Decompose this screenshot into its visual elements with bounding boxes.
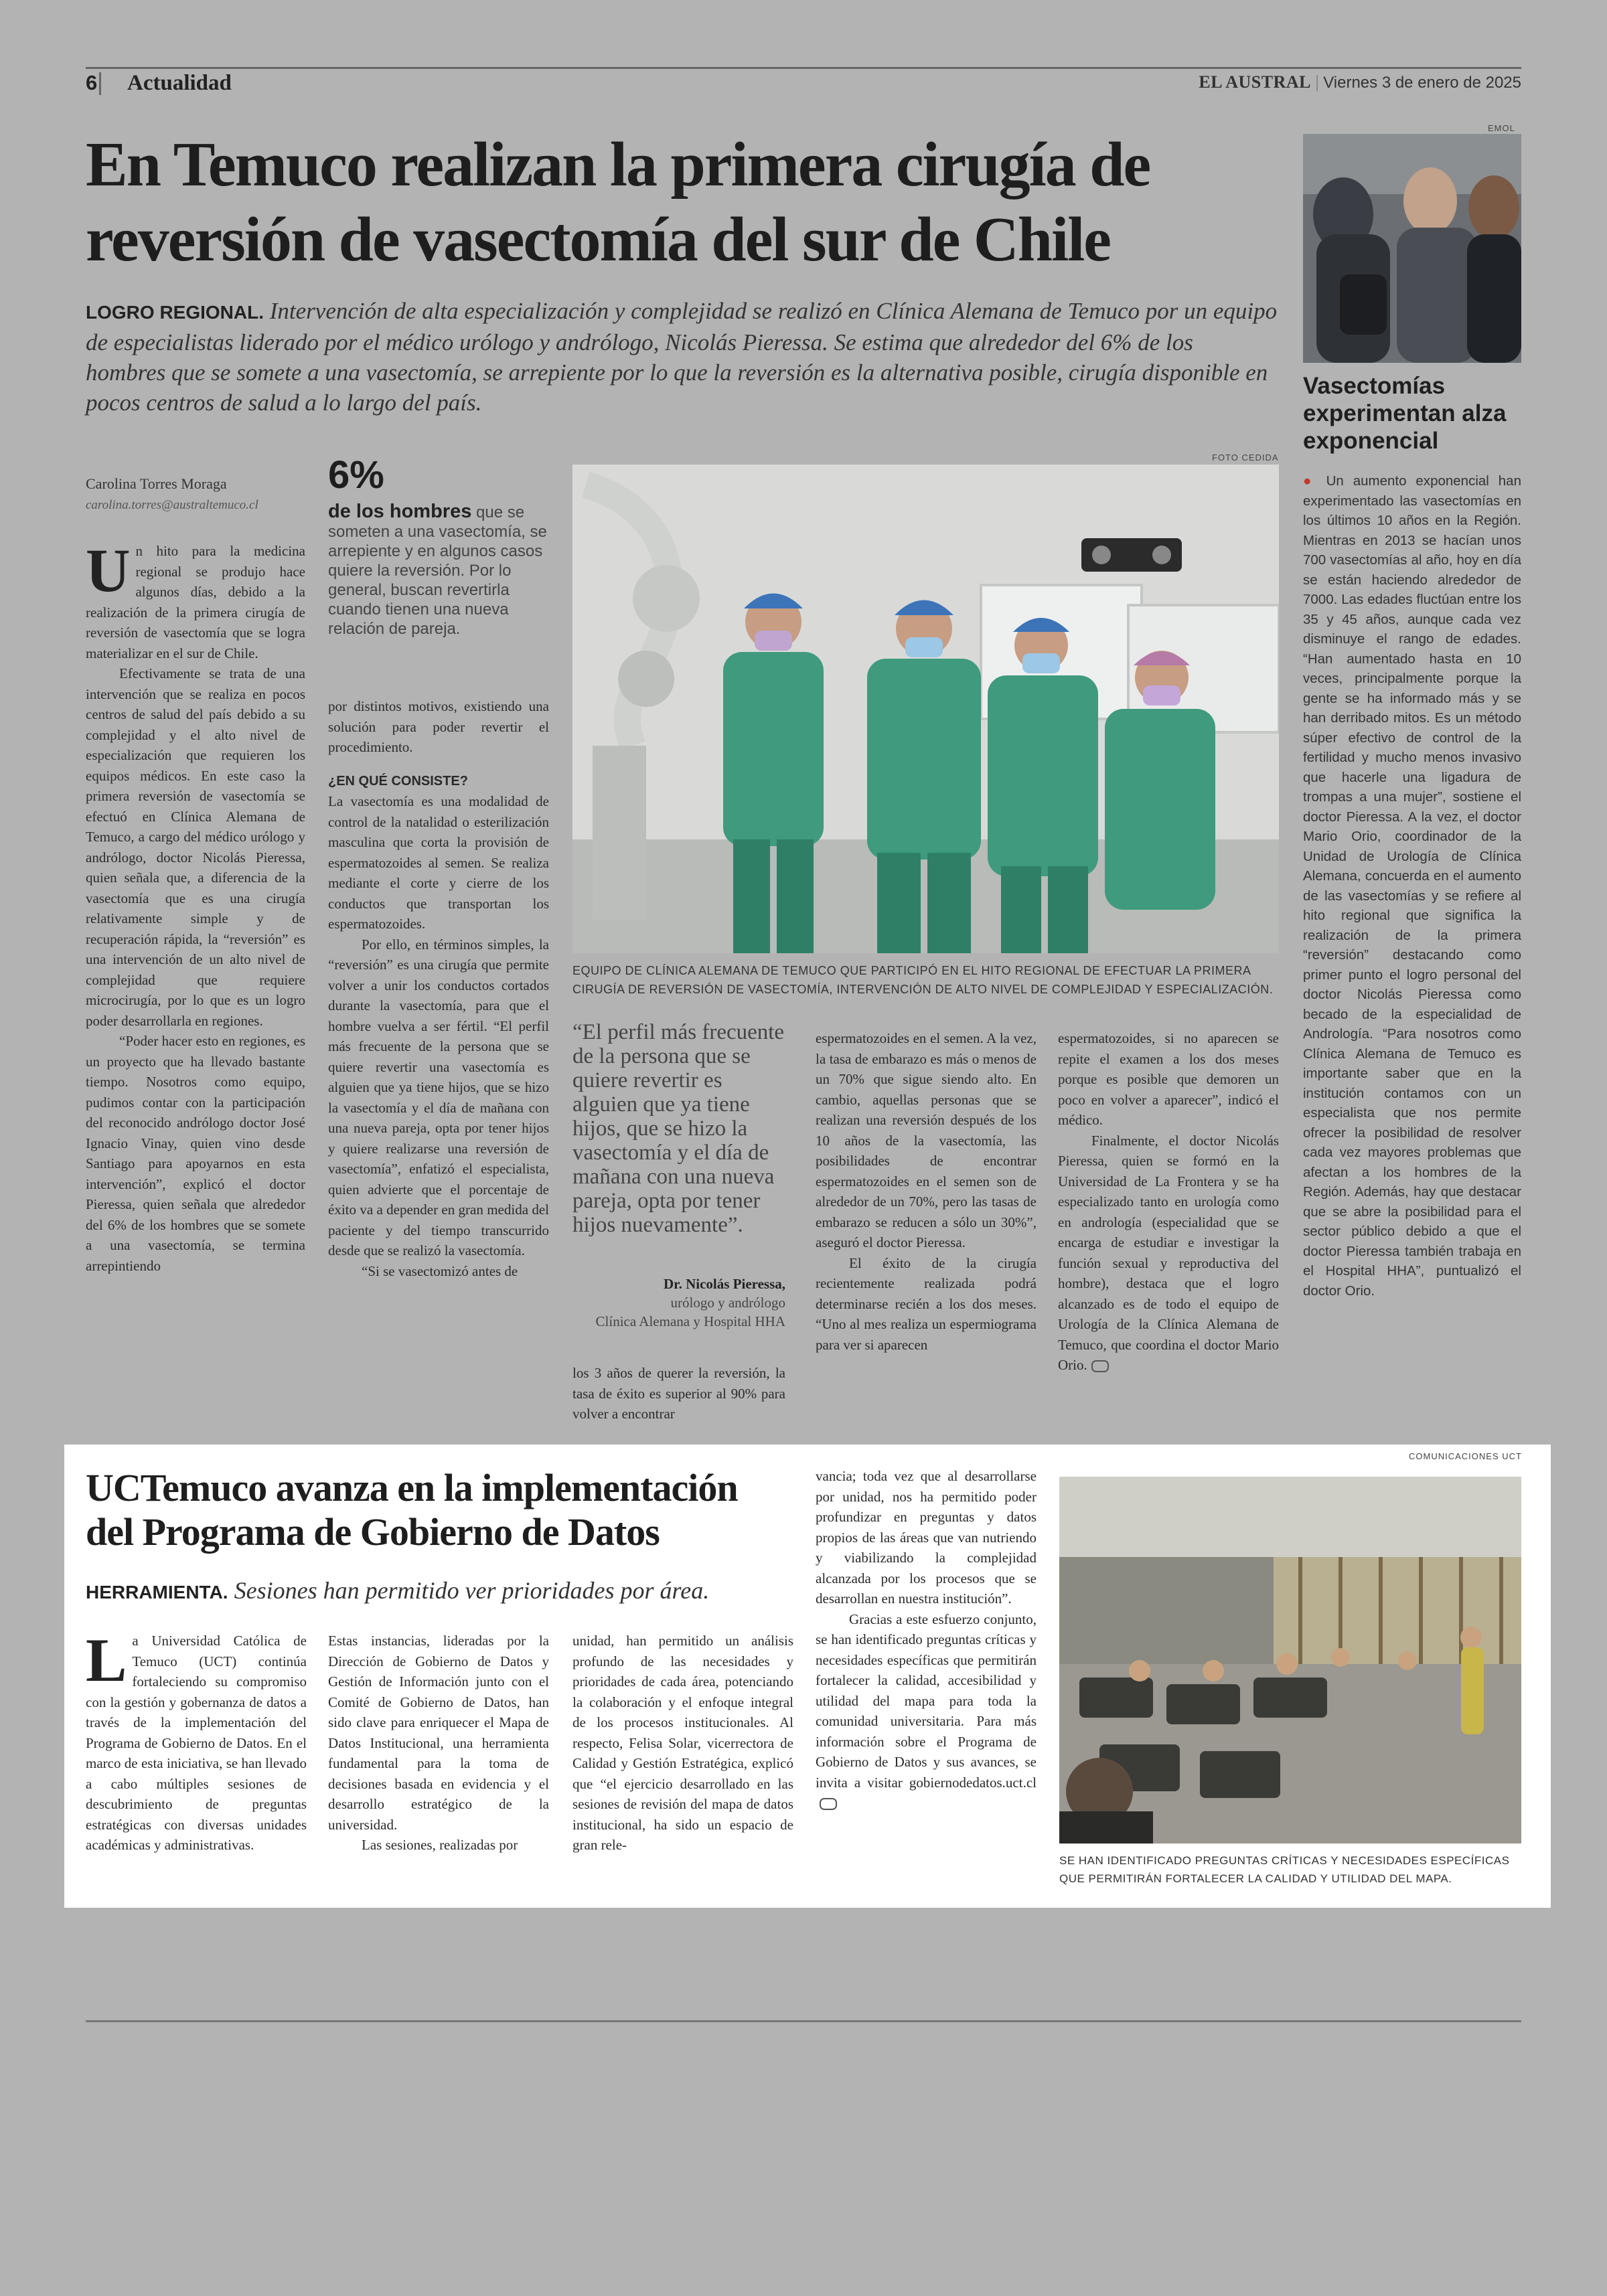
- stat-text: que se someten a una vasectomía, se arrepiente y en algunos casos quiere la reversión. Por lo general, buscan revertirla cuando tienen una nueva relación de pareja.: [328, 503, 547, 638]
- publication-name: EL AUSTRAL: [1199, 72, 1311, 92]
- workshop-photo: [1059, 1477, 1521, 1843]
- surgical-team-photo: [572, 465, 1279, 953]
- dateline-separator: |: [1315, 72, 1319, 92]
- lead-text: Sesiones han permitido ver prioridades por área.: [234, 1577, 710, 1604]
- paragraph: espermatozoides en el semen. A la vez, la tasa de embarazo es más o menos de un 70% que sigue siendo alto. En cambio, aquellas personas que se realizan una reversión después de los 10 años de la vasectomía, las posibilidades de encontrar espermatozoides en el semen son de alrededor de un 70%, pero las tasas de embarazo se reducen a sólo un 30%”, aseguró el doctor Pieressa.: [816, 1030, 1037, 1250]
- section-name: Actualidad: [127, 71, 232, 95]
- paragraph-text: a Universidad Católica de Temuco (UCT) continúa fortaleciendo su compromiso con la gestión y gobernanza de datos a través de la implementación del Programa de Gobierno de Datos. En el marco de esta iniciativa, se han llevado a cabo múltiples sesiones de descubrimiento de preguntas estratégicas con diversas unidades académicas y administrativas.: [86, 1633, 307, 1853]
- paragraph: “Poder hacer esto en regiones, es un proyecto que ha llevado bastante tiempo. Nosotros como equipo, pudimos contar con la participación del reconocido andrólogo doctor José Ignacio Vinay, quien vino desde Santiago para apoyarnos en esta intervención”, explicó el doctor Pieressa, quien señala que alrededor del 6% de los hombres que se somete a una vasectomía, se termina arrepintiendo: [86, 1033, 305, 1274]
- paragraph: [86, 1626, 307, 1856]
- issue-date: Viernes 3 de enero de 2025: [1323, 74, 1521, 92]
- drop-cap: U: [86, 536, 131, 604]
- sidebar-photo: [1303, 134, 1521, 363]
- header-divider: [99, 72, 101, 95]
- paragraph: La vasectomía es una modalidad de control de la natalidad o esterilización masculina que corta la provisión de espermatozoides al semen. Se realiza mediante el corte y cierre de los conductos que transportan los espermatozoides.: [328, 793, 549, 932]
- paragraph: “Si se vasectomizó antes de: [362, 1262, 518, 1279]
- article1-column-5: [1058, 1028, 1279, 1376]
- paragraph: los 3 años de querer la reversión, la tasa de éxito es superior al 90% para volver a encontrar: [572, 1365, 785, 1422]
- sidebar-photo-credit: EMOL: [1488, 123, 1515, 133]
- article2-photo-credit: COMUNICACIONES UCT: [1409, 1451, 1522, 1461]
- classroom-illustration: [1059, 1477, 1521, 1843]
- article2-headline: [86, 1466, 738, 1554]
- article2-column-1: [86, 1626, 307, 1856]
- quote-role: urólogo y andrólogo: [670, 1295, 785, 1311]
- headline-line: UCTemuco avanza en la implementación: [86, 1466, 738, 1509]
- author-name: Carolina Torres Moraga: [86, 475, 227, 492]
- crowd-illustration: [1303, 134, 1521, 363]
- stat-description: [328, 502, 549, 639]
- article2-column-4: [816, 1466, 1037, 1813]
- paragraph: Las sesiones, realizadas por: [362, 1837, 518, 1853]
- subheading: ¿EN QUÉ CONSISTE?: [328, 773, 468, 789]
- article1-column-4: [816, 1028, 1037, 1355]
- quote-author: Dr. Nicolás Pieressa,: [664, 1276, 785, 1292]
- article1-column-3: [572, 1363, 785, 1424]
- lead-kicker: LOGRO REGIONAL.: [86, 302, 264, 323]
- paragraph: El éxito de la cirugía recientemente realizada podrá determinarse recién a los dos meses. “Uno al mes realiza un espermiograma para ver si aparecen: [816, 1254, 1037, 1353]
- paragraph-text: Gracias a este esfuerzo conjunto, se han identificado preguntas críticas y necesidades específicas que permitirán fortalecer la calidad, accesibilidad y utilidad del mapa para toda la comunidad universitaria. Para más información sobre el Programa de Gobierno de Datos y sus avances, se invita a visitar gobiernodedatos.uct.cl: [816, 1611, 1037, 1791]
- author-email: carolina.torres@australtemuco.cl: [86, 498, 258, 512]
- article2-column-2: [328, 1631, 549, 1856]
- lead-text: Intervención de alta especialización y complejidad se realizó en Clínica Alemana de Temuco por un equipo de especialistas liderado por el médico urólogo y andrólogo, Nicolás Pieressa. Se estima que alrededor del 6% de los hombres que se somete a una vasectomía, se arrepiente por lo que la reversión es la alternativa posible, cirugía disponible en pocos centros de salud a lo largo del país.: [86, 298, 1278, 416]
- sidebar-body: [1303, 471, 1521, 1301]
- footer-rule: [86, 2020, 1521, 2022]
- header-top-rule: [86, 67, 1521, 69]
- article2-lead: [86, 1576, 709, 1607]
- quote-role: Clínica Alemana y Hospital HHA: [595, 1313, 785, 1329]
- quote-attribution: [572, 1275, 785, 1331]
- paragraph: vancia; toda vez que al desarrollarse por unidad, nos ha permitido poder profundizar en preguntas y datos propios de las áreas que van nutriendo y viabilizando la complejidad alcanzada por los procesos que se desarrollan en nuestra institución”.: [816, 1468, 1037, 1607]
- paragraph: por distintos motivos, existiendo una solución para poder revertir el procedimiento.: [328, 698, 549, 755]
- pull-quote: “El perfil más frecuente de la persona que se quiere revertir es alguien que ya tiene hijos, que se hizo la vasectomía y el día de mañana con una nueva pareja, opta por tener hijos nuevamente”.: [572, 1020, 785, 1237]
- paragraph: Efectivamente se trata de una intervención que se realiza en pocos centros de salud del país debido a su complejidad y el alto nivel de especialización que requieren los equipos médicos. En este caso la primera reversión de vasectomía se efectuó en Clínica Alemana de Temuco, a cargo del médico urólogo y andrólogo, doctor Nicolás Pieressa, quien señala que, a diferencia de la vasectomía que es una cirugía relativamente simple y de recuperación rápida, la “reversión” es una intervención de un alto nivel de complejidad que requiere microcirugía, por lo que es un logro poder desarrollarla en regiones.: [86, 665, 305, 1029]
- paragraph: Estas instancias, lideradas por la Dirección de Gobierno de Datos y Gestión de Información junto con el Comité de Gobierno de Datos, han sido clave para enriquecer el Mapa de Datos Institucional, una herramienta fundamental para la toma de decisiones basada en evidencia y el desarrollo estratégico de la universidad.: [328, 1633, 549, 1833]
- paragraph: [1058, 1131, 1279, 1376]
- headline-line: En Temuco realizan la primera cirugía de: [86, 130, 1150, 199]
- paragraph: [86, 536, 305, 663]
- sidebar-text: Un aumento exponencial han experimentado las vasectomías en los últimos 10 años en la Región. Mientras en 2013 se hacían unos 700 vasectomías al año, hoy en día se están haciendo alrededor de 7000. Las edades fluctúan entre los 35 y 45 años, aunque cada vez disminuye el rango de edades. “Han aumentado hasta en 10 veces, principalmente porque la gente se ha informado más y se han derribado mitos. Es un método súper efectivo de control de la fertilidad y mucho menos invasivo que hacerle una ligadura de trompas a una mujer”, sostiene el doctor Pieressa. A la vez, el doctor Mario Orio, coordinador de la Unidad de Urología de Clínica Alemana, concuerda en el aumento de las vasectomías y se refiere al hito regional que significa la realización de la primera “reversión” destacando como primer punto el logro personal del doctor Nicolás Pieressa como becado de la especialidad de Andrología. “Para nosotros como Clínica Alemana de Temuco es importante saber que en la institución contamos con un especialista que nos permite ofrecer la posibilidad de resolver cada vez mayores problemas que afectan a los hombres de la Región. Además, hay que destacar que se abre la posibilidad para el sector público debido a que el doctor Pieressa también trabaja en el Hospital HHA”, puntualizó el doctor Orio.: [1303, 473, 1521, 1299]
- article1-lead: [86, 296, 1278, 418]
- stat-value: 6%: [328, 453, 384, 497]
- headline-line: del Programa de Gobierno de Datos: [86, 1510, 660, 1554]
- headline-line: reversión de vasectomía del sur de Chile: [86, 205, 1111, 274]
- article1-column-2: [328, 696, 549, 1281]
- page-number: 6: [86, 71, 98, 94]
- article2-column-3: [572, 1631, 793, 1856]
- article1-column-1: [86, 536, 305, 1276]
- photo-caption: EQUIPO DE CLÍNICA ALEMANA DE TEMUCO QUE PARTICIPÓ EN EL HITO REGIONAL DE EFECTUAR LA PRIMERA CIRUGÍA DE REVERSIÓN DE VASECTOMÍA, INTERVENCIÓN DE ALTO NIVEL DE COMPLEJIDAD Y ESPECIALIZACIÓN.: [572, 964, 1274, 996]
- stat-bold: de los hombres: [328, 501, 472, 522]
- publication-dateline: [1199, 72, 1521, 92]
- paragraph-text: Finalmente, el doctor Nicolás Pieressa, quien se formó en la Universidad de La Frontera y se ha especializado tanto en urología como en andrología (especialidad que se encarga de estudiar e investigar la función sexual y reproductiva del hombre), destaca que el logro alcanzado es de todo el equipo de Urología de la Clínica Alemana de Temuco, que coordina el doctor Mario Orio.: [1058, 1132, 1279, 1373]
- paragraph: espermatozoides, si no aparecen se repite el examen a los dos meses porque es posible que demoren un poco en volver a aparecer”, indicó el médico.: [1058, 1030, 1279, 1128]
- surgical-team-illustration: [572, 465, 1279, 953]
- article1-headline: [86, 127, 1150, 277]
- paragraph: [816, 1609, 1037, 1813]
- sidebar-title: Vasectomías experimentan alza exponencial: [1303, 373, 1507, 454]
- drop-cap: L: [86, 1626, 127, 1694]
- paragraph-text: n hito para la medicina regional se produjo hace algunos días, debido a la realización de la primera cirugía de reversión de vasectomía que se logra materializar en el sur de Chile.: [86, 543, 305, 661]
- end-of-article-icon: [1091, 1360, 1109, 1372]
- photo-credit: FOTO CEDIDA: [1212, 453, 1279, 463]
- bullet-icon: ●: [1303, 473, 1317, 489]
- paragraph: Por ello, en términos simples, la “reversión” es una cirugía que permite volver a unir los conductos cortados durante la vasectomía, para que el hombre vuelva a ser fértil. “El perfil más frecuente de la persona que se quiere revertir una vasectomía es alguien que ya tiene hijos, que se hizo la vasectomía y el día de mañana con una nueva pareja, opta por tener hijos y quiere realizarse una reversión de vasectomía”, enfatizó el especialista, quien advierte que el porcentaje de éxito va a depender en gran medida del paciente y del tiempo transcurrido desde que se realizó la vasectomía.: [328, 936, 549, 1258]
- article2-photo-caption: SE HAN IDENTIFICADO PREGUNTAS CRÍTICAS Y NECESIDADES ESPECÍFICAS QUE PERMITIRÁN FORTALECER LA CALIDAD Y UTILIDAD DEL MAPA.: [1059, 1854, 1510, 1885]
- paragraph: unidad, han permitido un análisis profundo de las necesidades y prioridades de cada área, potenciando la colaboración y el enfoque integral de los procesos institucionales. Al respecto, Felisa Solar, vicerrectora de Calidad y Gestión Estratégica, explicó que “el ejercicio desarrollado en las sesiones de revisión del mapa de datos institucional, ha sido un espacio de gran rele-: [572, 1633, 793, 1853]
- end-of-article-icon: [820, 1798, 837, 1810]
- lead-kicker: HERRAMIENTA.: [86, 1582, 228, 1603]
